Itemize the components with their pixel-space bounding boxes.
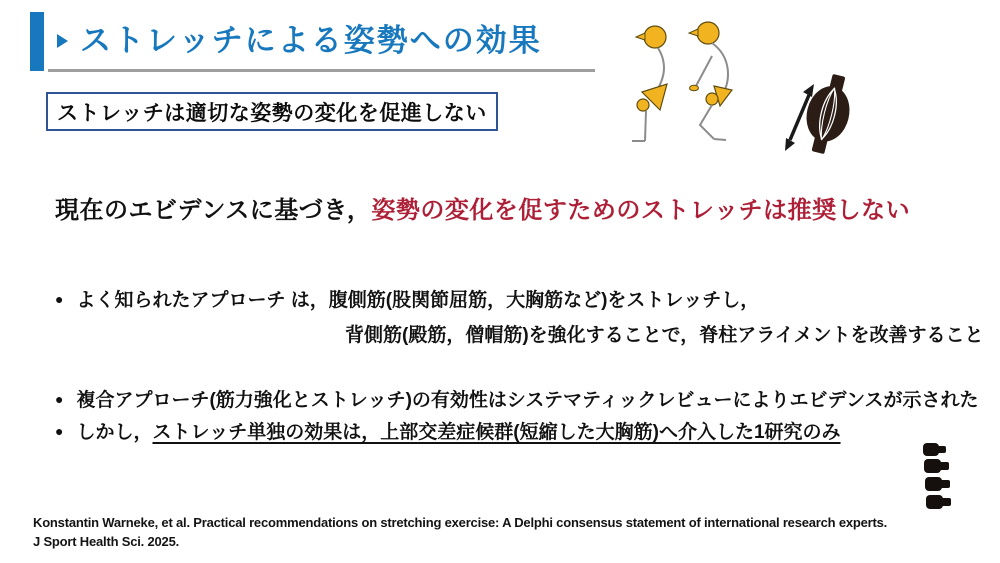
bullet-dot-icon: ● — [55, 391, 64, 407]
page-title: ストレッチによる姿勢への効果 — [80, 23, 542, 58]
citation — [33, 513, 887, 551]
bullet-combined-approach-text: 複合アプローチ(筋力強化とストレッチ)の有効性はシステマティックレビューによりエビデンスが示された — [76, 390, 979, 411]
bullet-dot-icon: ● — [55, 423, 64, 439]
bullet-combined-approach — [55, 385, 979, 412]
spine-icon — [916, 442, 956, 522]
statement-emphasis-text: 姿勢の変化を促すためのストレッチは推奨しない — [371, 197, 911, 224]
bullet-stretch-alone-underlined-text: ストレッチ単独の効果は，上部交差症候群(短縮した大胸筋)へ介入した1研究のみ — [152, 422, 841, 443]
bullet-dot-icon: ● — [55, 291, 64, 307]
key-statement — [55, 190, 910, 225]
bullet-known-approach-text: よく知られたアプローチ は，腹側筋(股関節屈筋，大胸筋など)をストレッチし， — [76, 290, 760, 311]
posture-figure-icon — [622, 20, 680, 148]
bullet-known-approach-continuation — [345, 320, 984, 347]
statement-neutral-text: 現在のエビデンスに基づき， — [55, 197, 372, 224]
citation-line2: J Sport Health Sci. 2025. — [33, 534, 180, 549]
muscle-stretch-icon — [776, 70, 868, 158]
title-block — [57, 22, 542, 59]
key-message-text: ストレッチは適切な姿勢の変化を促進しない — [57, 101, 487, 125]
bullet-known-approach — [55, 285, 759, 312]
triangle-bullet-icon — [57, 34, 68, 48]
bullet-stretch-alone — [55, 417, 841, 444]
bullet-known-approach-continuation-text: 背側筋(殿筋，僧帽筋)を強化することで，脊柱アライメントを改善すること — [345, 325, 984, 346]
title-accent-bar — [30, 12, 44, 71]
citation-line1: Konstantin Warneke, et al. Practical recommendations on stretching exercise: A Delphi consensus statement of international research experts. — [33, 515, 888, 530]
key-message-box — [46, 92, 498, 131]
posture-figure-bent-icon — [676, 16, 750, 148]
bullet-stretch-alone-prefix: しかし， — [76, 422, 153, 443]
title-divider — [48, 69, 595, 72]
